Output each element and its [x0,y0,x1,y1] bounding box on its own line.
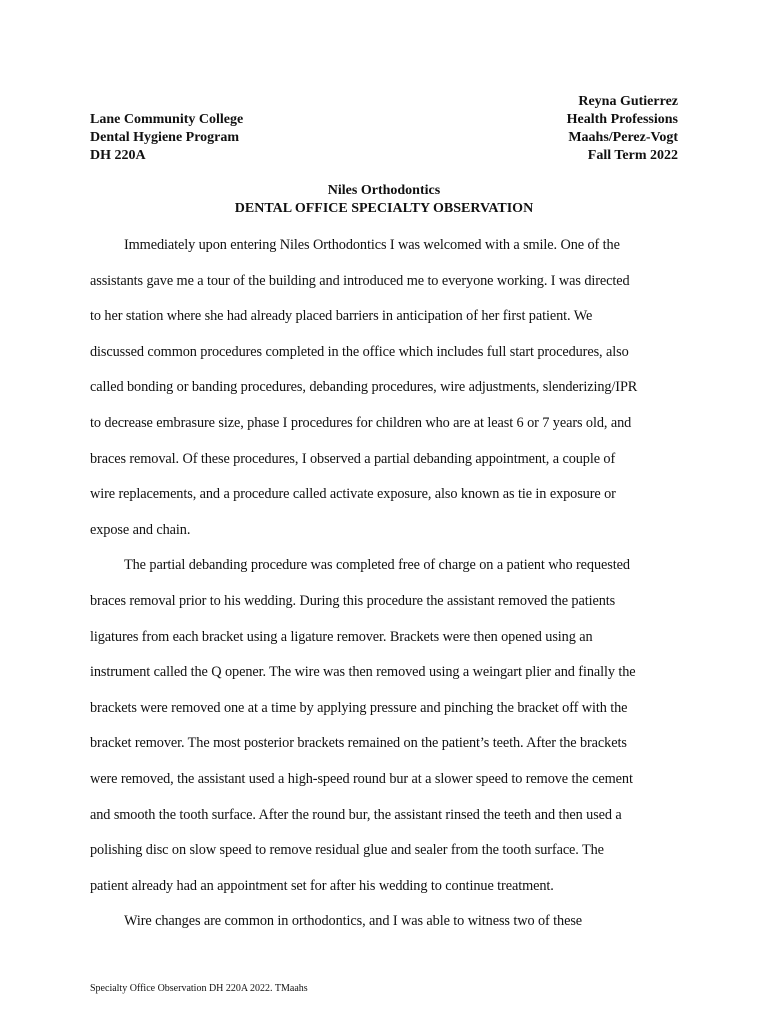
instructor-names: Maahs/Perez-Vogt [568,130,678,145]
body-line: discussed common procedures completed in the office which includes full start procedures, also [90,343,629,360]
document-titles [90,182,678,218]
body-line: polishing disc on slow speed to remove residual glue and sealer from the tooth surface. The [90,842,604,859]
body-line: and smooth the tooth surface. After the round bur, the assistant rinsed the teeth and then used a [90,806,622,823]
assignment-title: DENTAL OFFICE SPECIALTY OBSERVATION [234,201,534,216]
document-body [90,228,688,940]
term: Fall Term 2022 [587,148,678,163]
header-row [90,129,678,147]
body-line: braces removal prior to his wedding. During this procedure the assistant removed the patients [90,592,616,609]
body-line: brackets were removed one at a time by applying pressure and pinching the bracket off with the [90,699,628,716]
body-line: braces removal. Of these procedures, I observed a partial debanding appointment, a couple of [90,450,616,467]
department-name: Health Professions [566,112,678,127]
body-line: ligatures from each bracket using a ligature remover. Brackets were then opened using an [90,628,593,645]
body-line: patient already had an appointment set for after his wedding to continue treatment. [90,877,554,894]
author-name: Reyna Gutierrez [578,94,678,109]
header-row [90,111,678,129]
body-line: bracket remover. The most posterior brackets remained on the patient’s teeth. After the brackets [90,735,627,752]
body-line: wire replacements, and a procedure called activate exposure, also known as tie in exposure or [90,486,616,503]
paragraph-debanding [90,548,688,904]
body-line: to her station where she had already placed barriers in anticipation of her first patient. We [90,308,593,325]
body-line: assistants gave me a tour of the building and introduced me to everyone working. I was directed [90,272,630,289]
body-line: expose and chain. [90,521,191,538]
body-line: Wire changes are common in orthodontics, and I was able to witness two of these [124,913,583,930]
college-name: Lane Community College [90,112,244,127]
body-line: instrument called the Q opener. The wire was then removed using a weingart plier and finally the [90,664,636,681]
paragraph-wire-changes [90,904,688,940]
office-title: Niles Orthodontics [327,183,441,198]
body-line: called bonding or banding procedures, debanding procedures, wire adjustments, slenderizing/IPR [90,379,638,396]
program-name: Dental Hygiene Program [90,130,240,145]
header-row [90,147,678,165]
body-line: Immediately upon entering Niles Orthodontics I was welcomed with a smile. One of the [124,237,620,253]
header-row [90,93,678,111]
course-code: DH 220A [90,148,146,163]
page-footer: Specialty Office Observation DH 220A 2022. TMaahs [90,983,308,994]
body-line: were removed, the assistant used a high-speed round bur at a slower speed to remove the cement [90,770,633,787]
body-line: The partial debanding procedure was completed free of charge on a patient who requested [124,557,630,574]
paragraph-intro [90,228,688,548]
document-header [90,93,678,165]
body-line: to decrease embrasure size, phase I procedures for children who are at least 6 or 7 years old, and [90,414,632,431]
